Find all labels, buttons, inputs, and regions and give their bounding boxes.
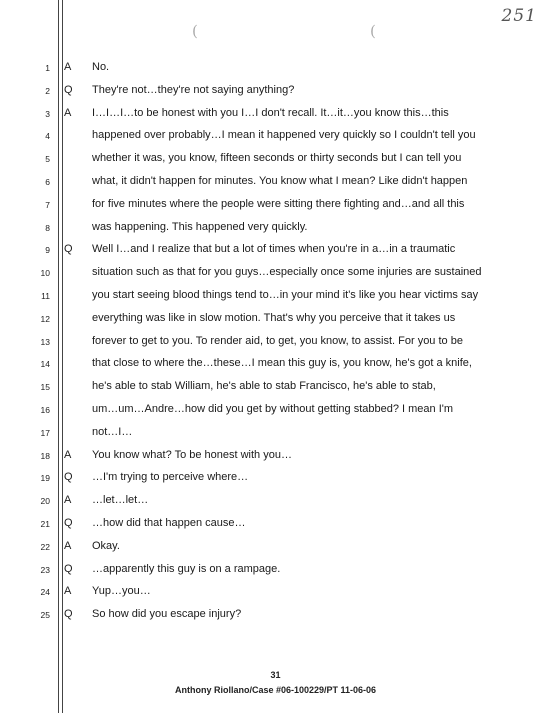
line-text: happened over probably…I mean it happened very quickly so I couldn't tell you xyxy=(92,129,476,142)
line-number: 10 xyxy=(40,268,50,279)
transcript-line xyxy=(0,197,551,219)
speaker-label: Q xyxy=(64,83,73,96)
line-number: 21 xyxy=(40,519,50,529)
line-number: 18 xyxy=(40,450,50,461)
transcript-line xyxy=(0,174,551,196)
transcript-line xyxy=(0,402,551,424)
speaker-label: A xyxy=(64,494,72,507)
line-number: 7 xyxy=(45,199,50,210)
line-number: 23 xyxy=(40,564,50,575)
speaker-label: Q xyxy=(64,471,73,484)
transcript-line xyxy=(0,60,551,82)
transcript-line xyxy=(0,83,551,105)
line-text: everything was like in slow motion. That's why you perceive that it takes us xyxy=(92,311,456,324)
footer-page-number: 31 xyxy=(270,670,281,680)
speaker-label: A xyxy=(64,585,72,598)
speaker-label: A xyxy=(64,539,72,552)
handwritten-page-number: 251 xyxy=(501,6,537,26)
line-text: …I'm trying to perceive where… xyxy=(92,471,249,484)
line-text: So how did you escape injury? xyxy=(92,608,242,621)
speaker-label: Q xyxy=(64,243,73,256)
line-text: um…um…Andre…how did you get by without getting stabbed? I mean I'm xyxy=(92,403,454,415)
line-number: 25 xyxy=(40,610,50,621)
punch-hole-mark: ( xyxy=(370,22,376,40)
speaker-label: A xyxy=(64,448,72,461)
line-text: situation such as that for you guys…especially once some injuries are sustained xyxy=(92,266,482,279)
line-number: 19 xyxy=(40,473,50,484)
line-number: 17 xyxy=(40,427,50,438)
line-text: you start seeing blood things tend to…in your mind it's like you hear victims say xyxy=(92,289,479,301)
line-number: 4 xyxy=(45,131,50,142)
transcript-line xyxy=(0,356,551,378)
line-text: not…I… xyxy=(92,425,133,438)
transcript-line xyxy=(0,470,551,492)
line-text: …how did that happen cause… xyxy=(92,517,246,529)
transcript-line xyxy=(0,516,551,538)
line-number: 8 xyxy=(45,222,50,233)
line-number: 16 xyxy=(40,405,50,415)
line-text: …let…let… xyxy=(92,494,149,507)
speaker-label: Q xyxy=(64,608,73,621)
line-text: No. xyxy=(92,61,110,73)
line-number: 20 xyxy=(40,496,50,507)
line-text: Okay. xyxy=(92,539,120,552)
line-number: 5 xyxy=(45,154,50,165)
speaker-label: A xyxy=(64,106,72,119)
transcript-line xyxy=(0,448,551,470)
footer-case-line: Anthony Riollano/Case #06-100229/PT 11-06-06 xyxy=(174,685,377,695)
transcript-line xyxy=(0,493,551,515)
transcript-line xyxy=(0,265,551,287)
transcript-line xyxy=(0,106,551,128)
line-number: 6 xyxy=(45,177,50,187)
line-number: 1 xyxy=(45,63,50,73)
line-text: was happening. This happened very quickly. xyxy=(92,220,308,233)
speaker-label: Q xyxy=(64,562,73,575)
line-text: …apparently this guy is on a rampage. xyxy=(92,562,281,575)
line-number: 11 xyxy=(41,291,50,301)
transcript-line xyxy=(0,379,551,401)
transcript-line xyxy=(0,562,551,584)
line-text: Yup…you… xyxy=(92,585,151,598)
line-text: I…I…I…to be honest with you I…I don't recall. It…it…you know this…this xyxy=(92,106,449,119)
line-text: Well I…and I realize that but a lot of times when you're in a…in a traumatic xyxy=(92,243,456,256)
line-number: 22 xyxy=(40,541,50,552)
line-text: whether it was, you know, fifteen seconds or thirty seconds but I can tell you xyxy=(92,152,462,165)
line-number: 3 xyxy=(45,108,50,119)
transcript-line xyxy=(0,584,551,606)
line-text: for five minutes where the people were sitting there fighting and…and all this xyxy=(92,197,465,210)
line-number: 12 xyxy=(40,313,50,324)
transcript-line xyxy=(0,242,551,264)
line-text: that close to where the…these…I mean this guy is, you know, he's got a knife, xyxy=(92,357,472,370)
transcript-line xyxy=(0,288,551,310)
transcript-line xyxy=(0,151,551,173)
line-number: 24 xyxy=(40,587,50,598)
transcript-line xyxy=(0,311,551,333)
line-text: forever to get to you. To render aid, to get, you know, to assist. For you to be xyxy=(92,334,463,347)
transcript-line xyxy=(0,334,551,356)
transcript-line xyxy=(0,220,551,242)
line-text: They're not…they're not saying anything? xyxy=(92,83,295,96)
line-number: 9 xyxy=(45,245,50,256)
line-number: 13 xyxy=(40,336,50,347)
line-number: 14 xyxy=(40,359,50,370)
line-text: he's able to stab William, he's able to stab Francisco, he's able to stab, xyxy=(92,380,436,393)
speaker-label: Q xyxy=(64,517,73,529)
line-text: You know what? To be honest with you… xyxy=(92,448,292,461)
transcript-line xyxy=(0,539,551,561)
transcript-line xyxy=(0,425,551,447)
line-number: 15 xyxy=(40,382,50,393)
line-number: 2 xyxy=(45,85,50,96)
line-text: what, it didn't happen for minutes. You know what I mean? Like didn't happen xyxy=(92,175,468,187)
speaker-label: A xyxy=(64,61,72,73)
transcript-line xyxy=(0,128,551,150)
transcript-line xyxy=(0,607,551,629)
punch-hole-mark: ( xyxy=(192,22,198,40)
